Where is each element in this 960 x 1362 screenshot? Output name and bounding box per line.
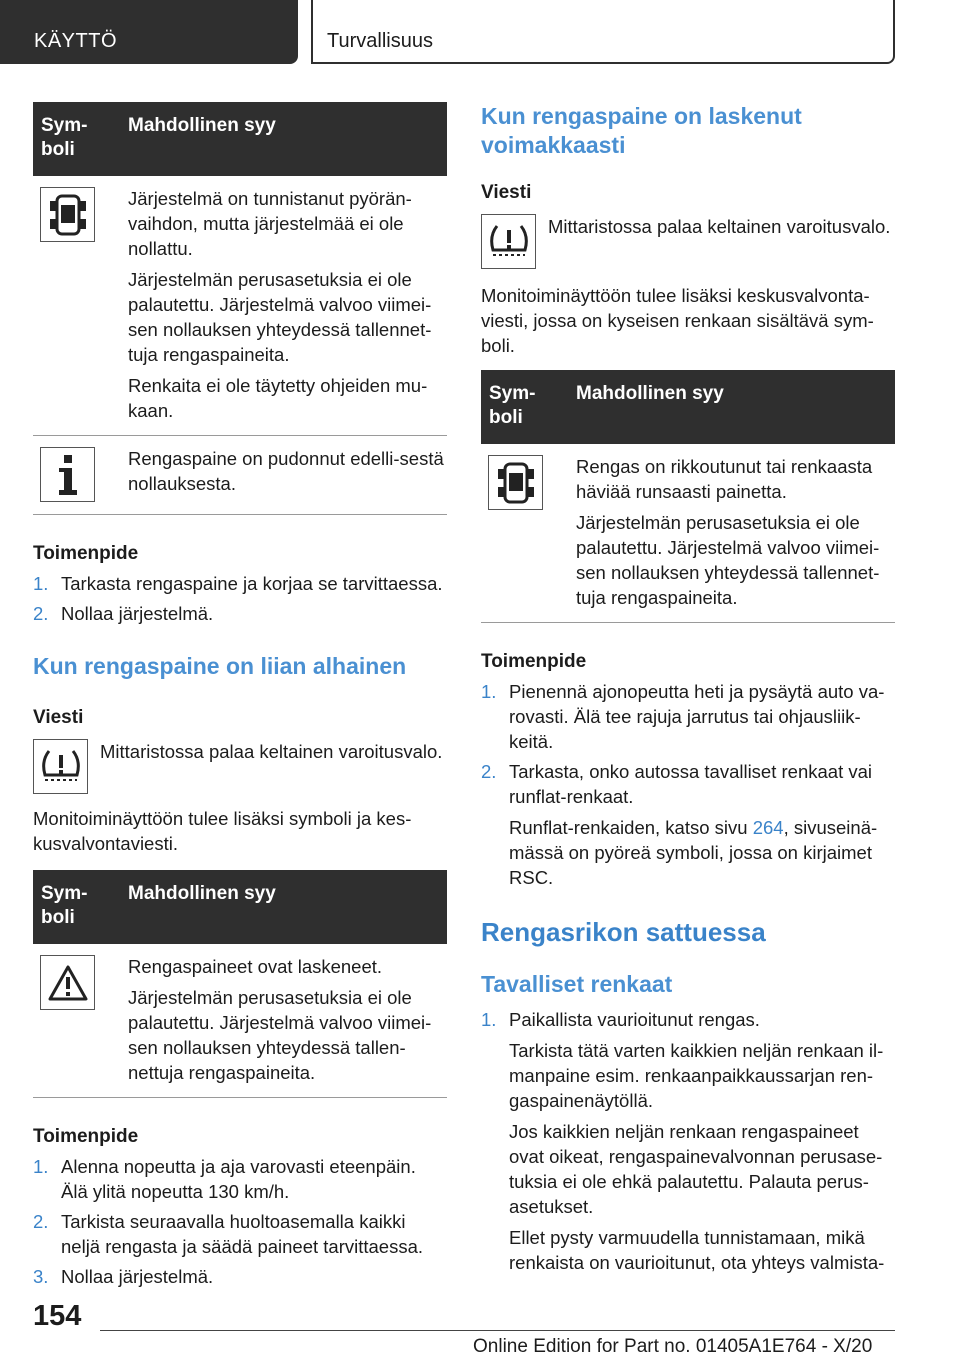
- car-tire-icon: [40, 187, 95, 242]
- edition-text: Online Edition for Part no. 01405A1E764 - X/20: [473, 1336, 873, 1357]
- header-symbol: Sym- boli: [41, 883, 88, 928]
- table-row: [33, 436, 447, 515]
- cause-text: Rengaspaine on pudonnut edelli-sestä nollauksesta.: [128, 448, 444, 494]
- section-heading: Kun rengaspaine on liian alhainen: [33, 653, 407, 679]
- list-item: 1. Paikallista vaurioitunut rengas. Tarkista tätä varten kaikkien neljän renkaan il-manpaine esim. renkaanpaikkaussarjan ren-gaspainenäytöllä. Jos kaikkien neljän renkaan rengaspaineet ovat oikeat, rengaspainevalvonnan perusase-tuksia ei ole ehkä palautettu. Palauta perus-asetukset. Ellet pysty varmuudella tunnistamaan, mikä renkaista on vaurioitunut, ota yhteys valmista-: [481, 1009, 885, 1273]
- sub-heading: Tavalliset renkaat: [481, 971, 673, 997]
- page-link[interactable]: 264: [752, 817, 784, 838]
- tire-pressure-warning-icon: [33, 739, 88, 794]
- section-label: KÄYTTÖ: [34, 30, 118, 52]
- cause-text: Rengaspaineet ovat laskeneet.: [128, 956, 383, 977]
- header-symbol: Sym- boli: [41, 115, 88, 160]
- cause-text: Järjestelmän perusasetuksia ei ole palautettu. Järjestelmä valvoo viimei-sen nollauksen yhteydessä tallennet-tuja rengaspaineita.: [128, 269, 432, 365]
- left-column: [33, 102, 447, 1294]
- chapter-tab: [311, 0, 895, 64]
- table-header: [481, 370, 895, 444]
- section-heading: Kun rengaspaine on laskenut voimakkaasti: [481, 103, 802, 158]
- table-row: [33, 176, 447, 436]
- right-column: [481, 102, 895, 1280]
- symbol-table-2: [33, 870, 447, 1098]
- steps-list: [481, 1007, 895, 1275]
- info-text: Monitoiminäyttöön tulee lisäksi keskusvalvonta-viesti, jossa on kyseisen renkaan sisältävä sym-boli.: [481, 285, 874, 356]
- list-item: 2. Tarkasta, onko autossa tavalliset renkaat vai runflat-renkaat. Runflat-renkaiden, katso sivu 264, sivuseinä-mässä on pyöreä symboli, jossa on kirjaimet RSC.: [481, 761, 878, 888]
- cause-text: Renkaita ei ole täytetty ohjeiden mu-kaan.: [128, 375, 428, 421]
- message-label: Viesti: [481, 182, 532, 203]
- list-item: 1. Pienennä ajonopeutta heti ja pysäytä auto va-rovasti. Älä tee rajuja jarrutus tai ohjausliik-keitä.: [481, 681, 885, 752]
- table-header: [33, 102, 447, 176]
- chapter-label: Turvallisuus: [327, 30, 433, 52]
- action-list-1: [33, 571, 447, 626]
- action-title: Toimenpide: [33, 543, 139, 564]
- message-block: [481, 214, 895, 269]
- page-number: 154: [33, 1300, 82, 1332]
- footer-divider: [100, 1330, 895, 1331]
- message-block: [33, 739, 447, 794]
- header-cause: Mahdollinen syy: [128, 883, 276, 904]
- message-label: Viesti: [33, 707, 84, 728]
- symbol-table-3: [481, 370, 895, 623]
- header-cause: Mahdollinen syy: [576, 383, 724, 404]
- message-text: Mittaristossa palaa keltainen varoitusvalo.: [100, 741, 443, 762]
- cause-text: Rengas on rikkoutunut tai renkaasta häviää runsaasti painetta.: [576, 456, 873, 502]
- action-list-3: [481, 679, 895, 890]
- cause-text: Järjestelmän perusasetuksia ei ole palautettu. Järjestelmä valvoo viimei-sen nollauksen yhteydessä tallennet-tuja rengaspaineita.: [576, 512, 880, 608]
- info-icon: [40, 447, 95, 502]
- list-item: 3. Nollaa järjestelmä.: [33, 1266, 214, 1287]
- warning-triangle-icon: [40, 955, 95, 1010]
- action-title: Toimenpide: [481, 651, 587, 672]
- main-heading: Rengasrikon sattuessa: [481, 917, 766, 947]
- info-text: Monitoiminäyttöön tulee lisäksi symboli ja kes-kusvalvontaviesti.: [33, 808, 412, 854]
- list-item: 2. Tarkista seuraavalla huoltoasemalla kaikki neljä rengasta ja säädä paineet tarvittaessa.: [33, 1211, 424, 1257]
- header-symbol: Sym- boli: [489, 383, 536, 428]
- section-tab: [0, 0, 298, 64]
- list-item: 2. Nollaa järjestelmä.: [33, 603, 214, 624]
- list-item: 1. Alenna nopeutta ja aja varovasti eteenpäin. Älä ylitä nopeutta 130 km/h.: [33, 1156, 416, 1202]
- symbol-table-1: [33, 102, 447, 515]
- cause-text: Järjestelmä on tunnistanut pyörän-vaihdon, mutta järjestelmää ei ole nollattu.: [128, 188, 412, 259]
- message-text: Mittaristossa palaa keltainen varoitusvalo.: [548, 216, 891, 237]
- cause-text: Järjestelmän perusasetuksia ei ole palautettu. Järjestelmä valvoo viimei-sen nollauksen yhteydessä tallen-nettuja rengaspaineita.: [128, 987, 432, 1083]
- table-row: [481, 444, 895, 623]
- tire-pressure-warning-icon: [481, 214, 536, 269]
- header-cause: Mahdollinen syy: [128, 115, 276, 136]
- action-title: Toimenpide: [33, 1126, 139, 1147]
- list-item: 1. Tarkasta rengaspaine ja korjaa se tarvittaessa.: [33, 573, 443, 594]
- table-row: [33, 944, 447, 1098]
- table-header: [33, 870, 447, 944]
- action-list-2: [33, 1154, 447, 1289]
- car-tire-icon: [488, 455, 543, 510]
